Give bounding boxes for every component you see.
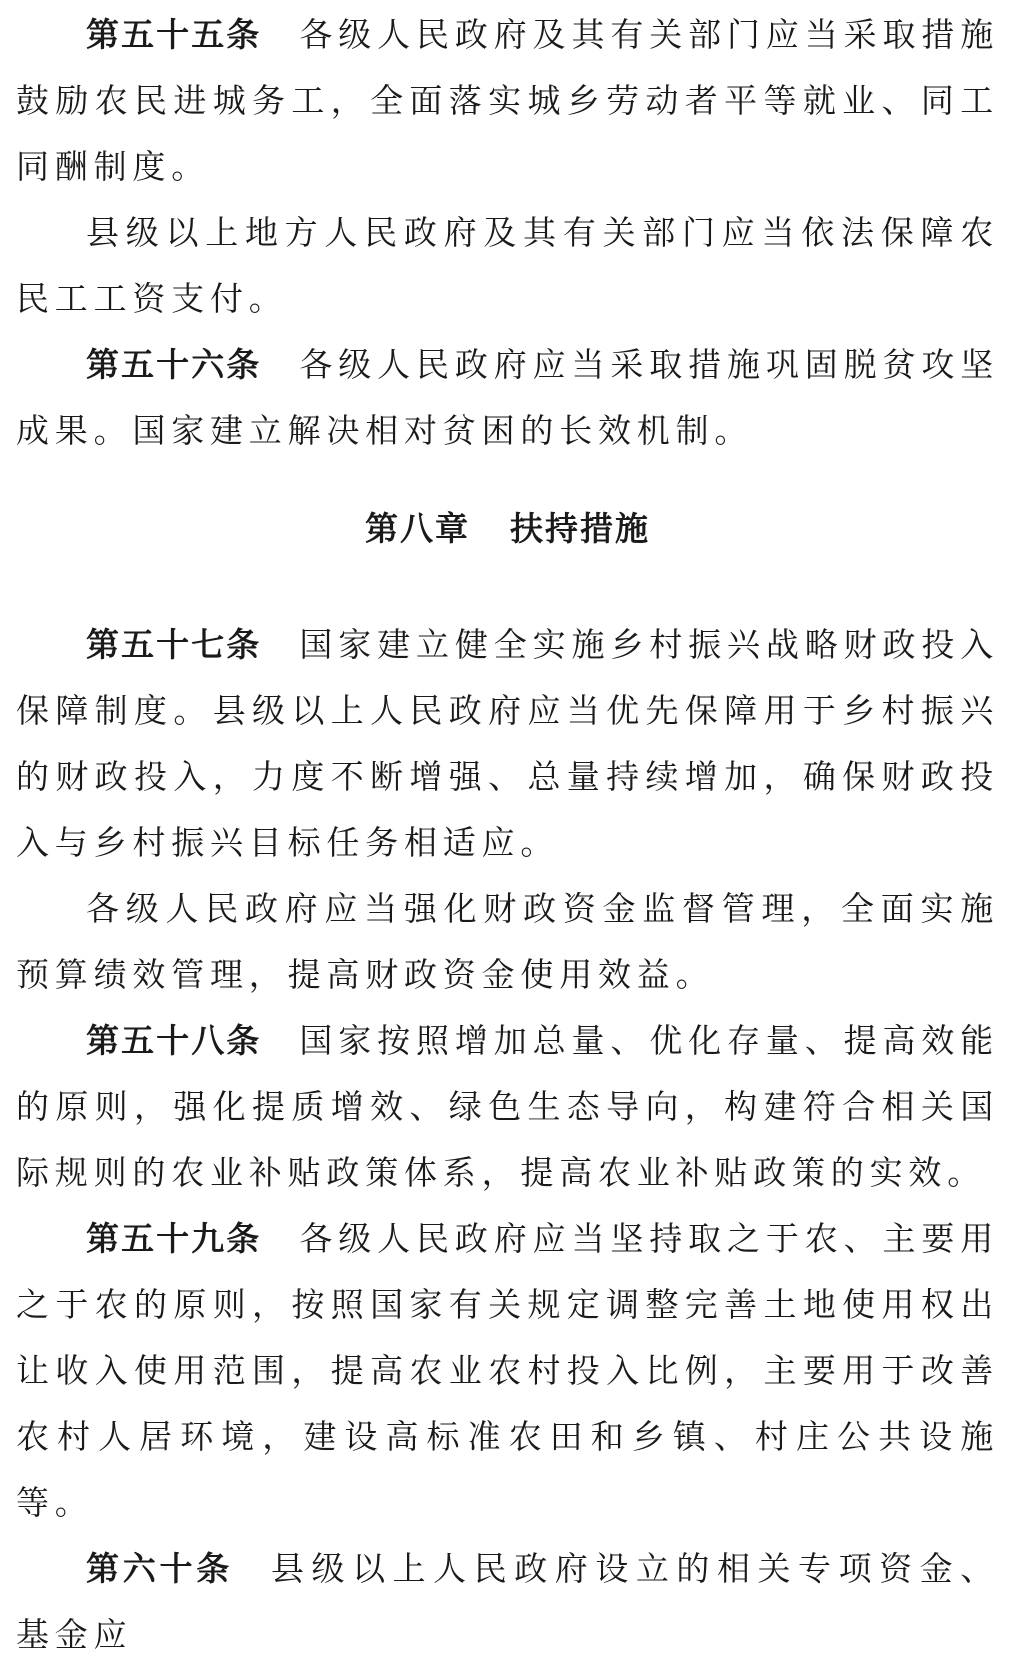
- article-57-text-1: 国家建立健全实施乡村振兴战略财政投入保障制度。县级以上人民政府应当优先保障用于乡村振兴的财政投入，力度不断增强、总量持续增加，确保财政投入与乡村振兴目标任务相适应。: [16, 625, 1000, 862]
- article-57-paragraph-1: [16, 612, 999, 876]
- article-57-paragraph-2: 各级人民政府应当强化财政资金监督管理，全面实施预算绩效管理，提高财政资金使用效益。: [16, 889, 999, 994]
- article-59-number: 第五十九条: [86, 1219, 262, 1258]
- article-58-text-1: 国家按照增加总量、优化存量、提高效能的原则，强化提质增效、绿色生态导向，构建符合相关国际规则的农业补贴政策体系，提高农业补贴政策的实效。: [16, 1021, 1000, 1192]
- article-55-text-1: 各级人民政府及其有关部门应当采取措施鼓励农民进城务工，全面落实城乡劳动者平等就业、同工同酬制度。: [16, 15, 1000, 186]
- article-56-text-1: 各级人民政府应当采取措施巩固脱贫攻坚成果。国家建立解决相对贫困的长效机制。: [16, 345, 1000, 450]
- article-57-number: 第五十七条: [86, 625, 262, 664]
- article-60-paragraph-1: [16, 1536, 999, 1668]
- article-58-number: 第五十八条: [86, 1021, 262, 1060]
- article-60-number: 第六十条: [86, 1549, 233, 1588]
- article-58-paragraph-1: [16, 1008, 999, 1206]
- chapter-title: 扶持措施: [510, 509, 650, 548]
- article-55-paragraph-2: 县级以上地方人民政府及其有关部门应当依法保障农民工工资支付。: [16, 213, 999, 318]
- article-55-paragraph-1: [16, 2, 999, 200]
- article-56-number: 第五十六条: [86, 345, 262, 384]
- article-55-number: 第五十五条: [86, 15, 262, 54]
- article-59-text-1: 各级人民政府应当坚持取之于农、主要用之于农的原则，按照国家有关规定调整完善土地使用权出让收入使用范围，提高农业农村投入比例，主要用于改善农村人居环境，建设高标准农田和乡镇、村庄公共设施等。: [16, 1219, 1000, 1522]
- article-56-paragraph-1: [16, 332, 999, 464]
- chapter-heading: [16, 496, 999, 562]
- article-60-text-1: 县级以上人民政府设立的相关专项资金、基金应: [16, 1549, 1000, 1654]
- chapter-number: 第八章: [365, 509, 470, 548]
- article-59-paragraph-1: [16, 1206, 999, 1536]
